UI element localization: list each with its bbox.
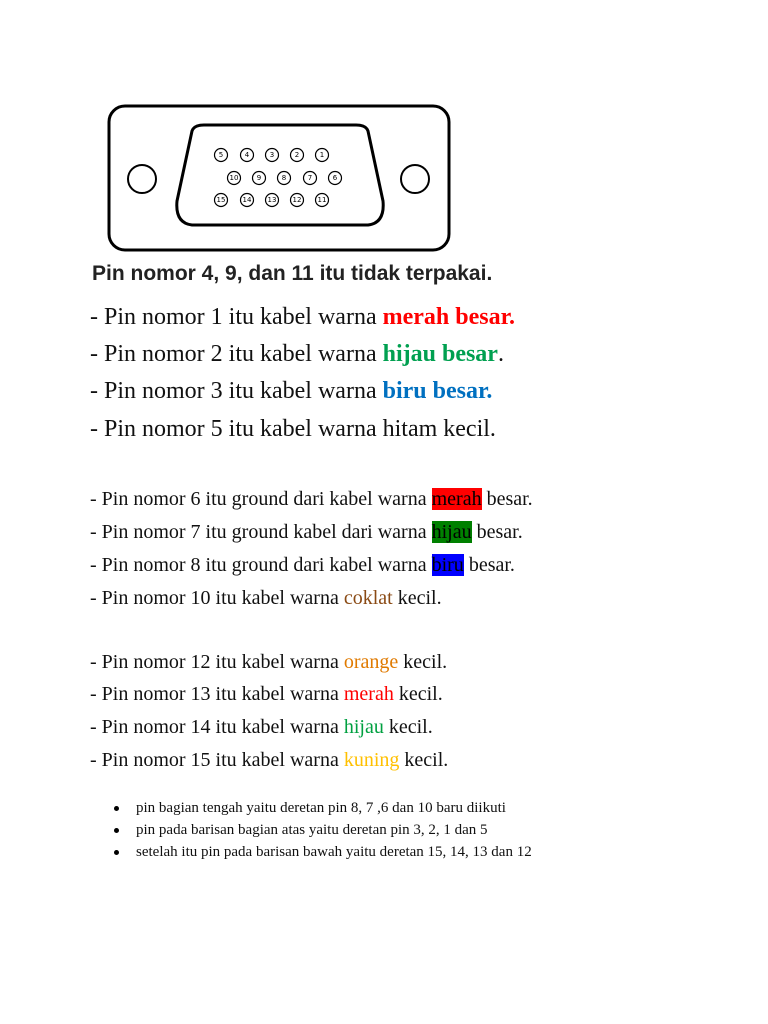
line-text: - Pin nomor 8 itu ground dari kabel warna xyxy=(90,554,432,576)
color-word: coklat xyxy=(343,587,393,609)
pin-label: 12 xyxy=(292,196,302,204)
color-word: merah xyxy=(431,488,482,510)
pin-label: 14 xyxy=(242,196,252,204)
list-item: pin bagian tengah yaitu deretan pin 8, 7 ,6 dan 10 baru diikuti xyxy=(112,798,532,820)
line-text: - Pin nomor 3 itu kabel warna xyxy=(90,378,383,404)
pin-row-bottom xyxy=(215,194,329,207)
order-notes-list xyxy=(112,798,532,864)
pin-7-line xyxy=(90,522,523,542)
pin-8-line xyxy=(90,555,515,575)
line-text: - Pin nomor 14 itu kabel warna xyxy=(90,716,344,738)
line-text: - Pin nomor 15 itu kabel warna xyxy=(90,749,344,771)
pin-label: 4 xyxy=(244,151,250,159)
line-text: - Pin nomor 5 itu kabel warna hitam kecil. xyxy=(90,416,496,442)
color-word: biru besar. xyxy=(382,378,493,404)
pin-row-middle xyxy=(228,172,342,185)
color-word: hijau xyxy=(431,521,472,543)
pin-label: 7 xyxy=(307,174,313,182)
line-text: - Pin nomor 7 itu ground kabel dari warna xyxy=(90,521,432,543)
color-word: hijau xyxy=(343,716,384,738)
pin-2-line xyxy=(90,342,504,366)
pin-label: 10 xyxy=(229,174,239,182)
pin-label: 3 xyxy=(269,151,275,159)
pin-label: 15 xyxy=(216,196,226,204)
pin-row-top xyxy=(215,149,329,162)
line-suffix: besar. xyxy=(463,554,515,576)
line-suffix: besar. xyxy=(481,488,533,510)
line-suffix: kecil. xyxy=(392,587,442,609)
color-word: merah besar. xyxy=(382,304,516,330)
pin-3-line xyxy=(90,379,492,403)
color-word: orange xyxy=(343,651,399,673)
pin-label: 9 xyxy=(256,174,262,182)
line-text: - Pin nomor 10 itu kabel warna xyxy=(90,587,344,609)
pin-5-line xyxy=(90,417,496,441)
pin-6-line xyxy=(90,489,533,509)
pin-label: 5 xyxy=(218,151,224,159)
pin-label: 2 xyxy=(294,151,300,159)
list-item: setelah itu pin pada barisan bawah yaitu deretan 15, 14, 13 dan 12 xyxy=(112,842,532,864)
line-suffix: kecil. xyxy=(398,651,448,673)
line-suffix: kecil. xyxy=(399,749,449,771)
line-suffix: . xyxy=(497,341,504,367)
color-word: kuning xyxy=(343,749,400,771)
pin-10-line xyxy=(90,588,442,608)
pin-14-line xyxy=(90,717,433,737)
line-text: - Pin nomor 12 itu kabel warna xyxy=(90,651,344,673)
line-text: - Pin nomor 6 itu ground dari kabel warna xyxy=(90,488,432,510)
pin-15-line xyxy=(90,750,448,770)
line-text: - Pin nomor 2 itu kabel warna xyxy=(90,341,383,367)
unused-pins-heading: Pin nomor 4, 9, dan 11 itu tidak terpakai. xyxy=(92,262,493,285)
pin-13-line xyxy=(90,684,443,704)
pin-label: 1 xyxy=(319,151,325,159)
pin-1-line xyxy=(90,305,515,329)
pin-label: 13 xyxy=(267,196,277,204)
vga-connector-diagram xyxy=(106,103,452,253)
color-word: hijau besar xyxy=(382,341,498,367)
list-item: pin pada barisan bagian atas yaitu deretan pin 3, 2, 1 dan 5 xyxy=(112,820,532,842)
line-text: - Pin nomor 13 itu kabel warna xyxy=(90,683,344,705)
line-suffix: besar. xyxy=(471,521,523,543)
line-suffix: kecil. xyxy=(393,683,443,705)
pin-label: 11 xyxy=(317,196,327,204)
pin-12-line xyxy=(90,652,447,672)
pin-label: 8 xyxy=(281,174,287,182)
color-word: biru xyxy=(431,554,464,576)
line-text: - Pin nomor 1 itu kabel warna xyxy=(90,304,383,330)
color-word: merah xyxy=(343,683,394,705)
pin-label: 6 xyxy=(332,174,338,182)
line-suffix: kecil. xyxy=(383,716,433,738)
